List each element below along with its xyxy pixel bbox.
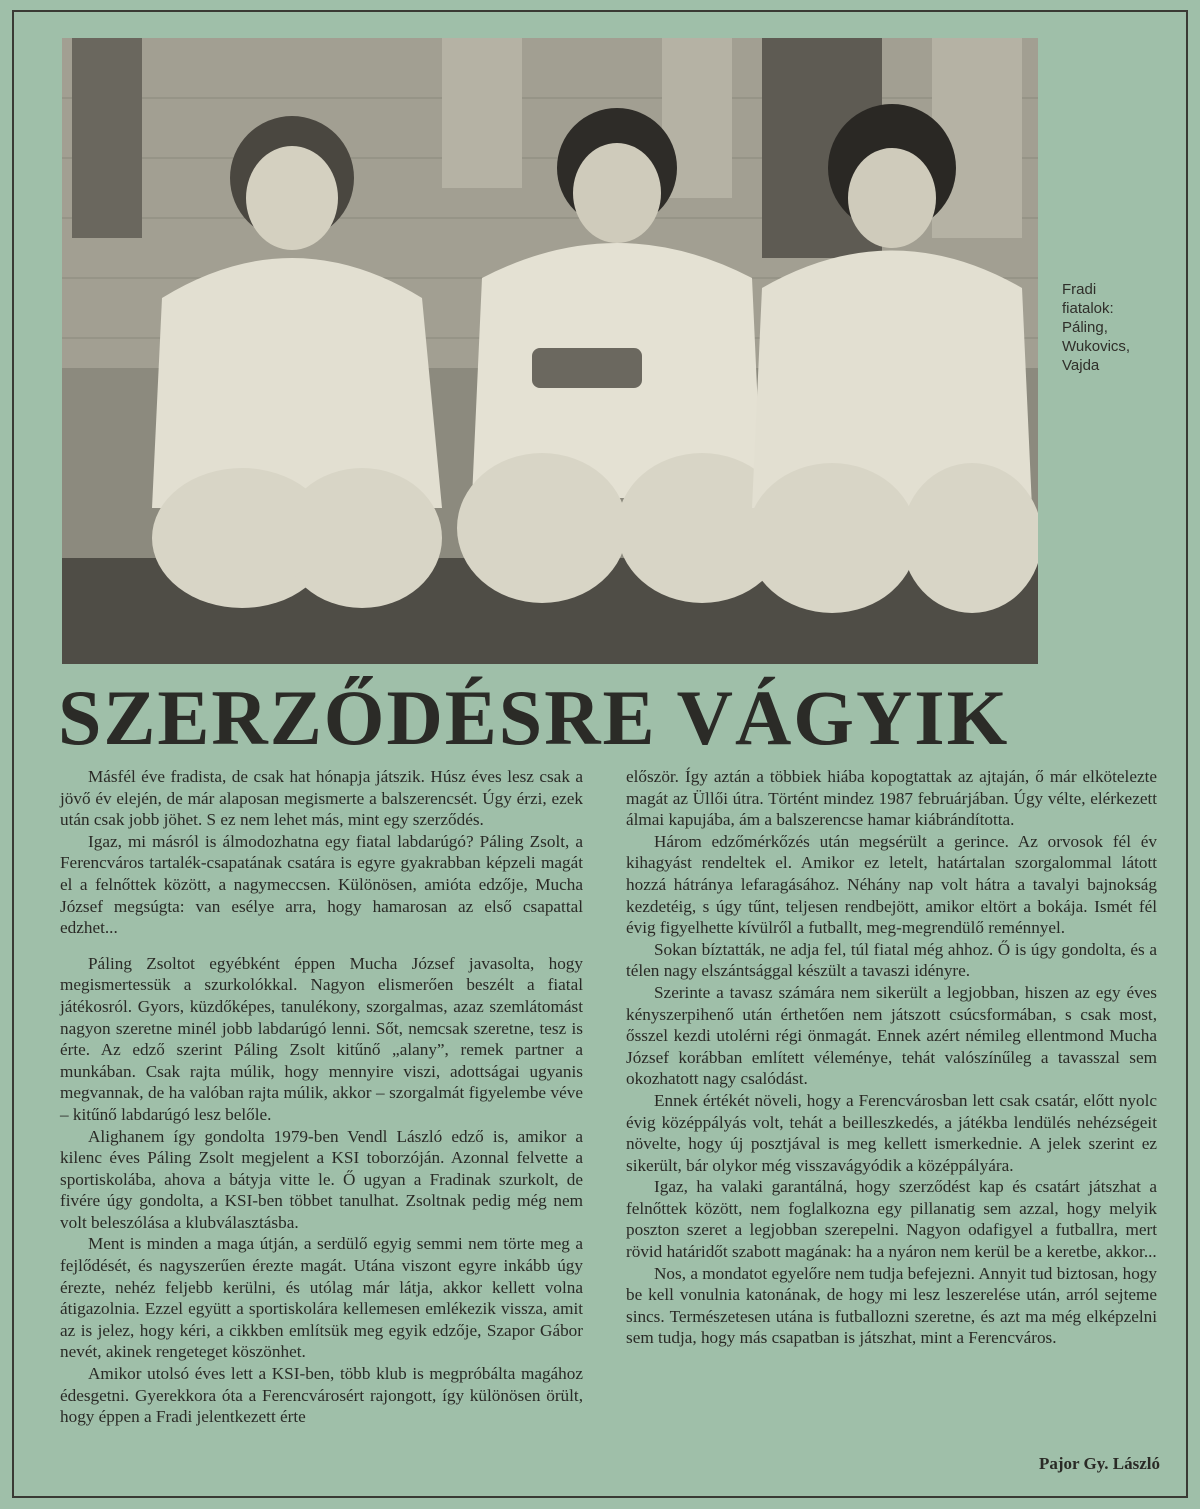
paragraph: Ment is minden a maga útján, a serdülő egyig semmi nem törte meg a fejlődését, és nagyszerűen érezte magát. Utána viszont egyre inkább úgy érezte, nehéz feljebb kerülni, és utólag már látja, akkor kellett volna átigazolnia. Ezzel együtt a sportiskolára kellemesen emlékezik vissza, amit az is jelez, hogy kéri, a cikkben említsük meg egyik edzője, Szapor Gábor nevét, akinek rengeteget köszönhet. bbox=[60, 1234, 583, 1362]
caption-line: fiatalok: bbox=[1062, 300, 1114, 317]
paragraph: Nos, a mondatot egyelőre nem tudja befejezni. Annyit tud biztosan, hogy be kell vonulnia katonának, de hogy mi lesz leszerelése után, arról sejteme sincs. Természetesen utána is futballozni szeretne, és azt ma még elképzelni sem tudja, hogy más csapatban is játszhat, mint a Ferencváros. bbox=[626, 1263, 1157, 1348]
paragraph: Alighanem így gondolta 1979-ben Vendl László edző is, amikor a kilenc éves Páling Zsolt megjelent a KSI toborzóján. Azonnal felvette a sportiskolába, ahova a bátyja vitte le. Ő ugyan a Fradinak szurkolt, de fivére úgy gondolta, a KSI-ben többet tanulhat. Zsoltnak pedig még nem volt beleszólása a klubválasztásba. bbox=[60, 1126, 583, 1232]
paragraph: Amikor utolsó éves lett a KSI-ben, több klub is megpróbálta magához édesgetni. Gyerekkora óta a Ferencvárosért rajongott, így különösen örült, hogy éppen a Fradi jelentkezett érte bbox=[60, 1364, 583, 1427]
paragraph: Másfél éve fradista, de csak hat hónapja játszik. Húsz éves lesz csak a jövő év elején, de már alaposan megismerte a balszerencsét. Úgy érzi, ezek után csak jobb jöhet. S ez nem lehet más, mint egy szerződés. bbox=[60, 767, 583, 830]
article-headline: SZERZŐDÉSRE VÁGYIK bbox=[58, 674, 1010, 761]
paragraph: Sokan bíztatták, ne adja fel, túl fiatal még ahhoz. Ő is úgy gondolta, és a télen nagy elszántsággal készült a tavaszi idényre. bbox=[626, 939, 1157, 981]
paragraph: Igaz, mi másról is álmodozhatna egy fiatal labdarúgó? Páling Zsolt, a Ferencváros tartalék-csapatának csatára is egyre gyakrabban képzeli magát el a felnőttek között, a nagymeccsen. Különösen, amióta edzője, Mucha József megsúgta: van esélye arra, hogy hamarosan az első csapattal edzhet... bbox=[60, 831, 583, 938]
team-photo bbox=[62, 38, 1038, 664]
paragraph: Három edzőmérkőzés után megsérült a gerince. Az orvosok fél év kihagyást rendeltek el. Amikor ez letelt, határtalan szorgalommal látott hozzá hátránya lefaragásához. Néhány nap volt hátra a tavalyi bajnokság kezdetéig, s úgy tűnt, teljesen rendbejött, amikor eltört a bokája. Ismét fél évig figyelhette kívülről a futballt, meg-megrendülő reménnyel. bbox=[626, 831, 1157, 938]
caption-line: Fradi bbox=[1062, 281, 1097, 298]
photo-caption bbox=[1062, 280, 1172, 375]
paragraph: Szerinte a tavasz számára nem sikerült a legjobban, hiszen az egy éves kényszerpihenő után érthetően nem játszott csúcsformában, s csak most, ősszel kezdi utolérni régi önmagát. Ennek azért némileg ellentmond Mucha József korábban említett véleménye, tehát valószínűleg a tavasszal sem okozhatott nagy csalódást. bbox=[626, 982, 1157, 1089]
photo-icon bbox=[62, 38, 1038, 664]
caption-line: Wukovics, bbox=[1062, 338, 1131, 355]
caption-line: Vajda bbox=[1062, 357, 1100, 374]
caption-line: Páling, bbox=[1062, 319, 1108, 336]
paragraph: Ennek értékét növeli, hogy a Ferencvárosban lett csak csatár, előtt nyolc évig középpályás volt, tehát a beilleszkedés, a játékba lendülés nehézségeit növelte, hogy új posztjával is meg kellett ismerkednie. A jelek szerint ez sikerült, bár olykor még visszavágyódik a középpályára. bbox=[626, 1090, 1157, 1175]
paragraph: Igaz, ha valaki garantálná, hogy szerződést kap és csatárt játszhat a felnőttek között, nem foglalkozna egy pillanatig sem azzal, hogy melyik poszton szeret a legjobban szerepelni. Nagyon odafigyel a futballra, mert rövid határidőt szabott magának: ha a nyáron nem kerül be a keretbe, akkor... bbox=[626, 1177, 1157, 1262]
paragraph: Páling Zsoltot egyébként éppen Mucha József javasolta, hogy megismertessük a szurkolókkal. Nagyon elismerően beszélt a fiatal játékosról. Gyors, küzdőképes, tanulékony, szorgalmas, azaz szemlátomást nagyon szeretne minél jobb labdarúgó lenni. Sőt, nemcsak szeretne, tesz is érte. Az edző szerint Páling Zsolt kitűnő „alany”, remek partner a munkában. Csak rajta múlik, hogy mennyire viszi, adottságai ugyanis megvannak, de ha valóban rajta múlik, akkor – szorgalmát figyelembe véve – kitűnő labdarúgó lesz belőle. bbox=[60, 953, 583, 1124]
paragraph: először. Így aztán a többiek hiába kopogtattak az ajtaján, ő már elkötelezte magát az Üllői útra. Történt mindez 1987 februárjában. Úgy vélte, elérkezett álmai kapujába, ám a balszerencse hamar kiábrándította. bbox=[626, 767, 1157, 830]
article-column-right bbox=[626, 766, 1157, 1349]
author-byline: Pajor Gy. László bbox=[1038, 1454, 1160, 1473]
article-column-left bbox=[60, 766, 583, 1428]
